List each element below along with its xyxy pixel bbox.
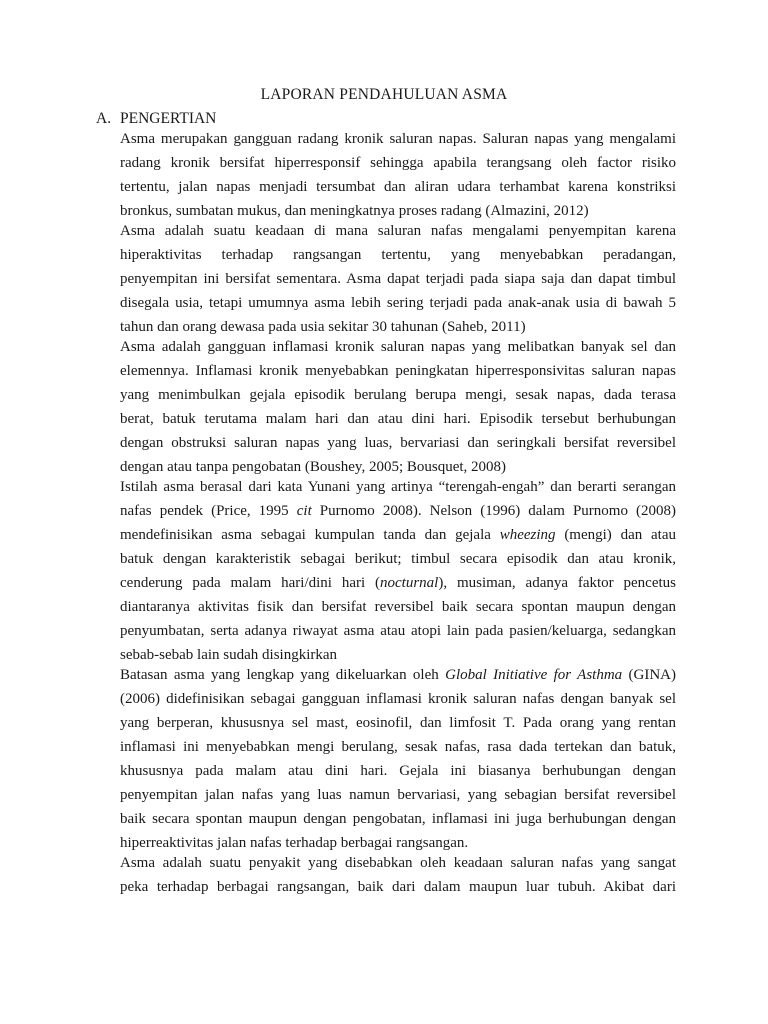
text-run: Purnomo 2008). Nelson (1996) dalam Purnomo (2008) [311,503,676,519]
paragraph-line: penyumbatan, serta adanya riwayat asma atau atopi lain pada pasien/keluarga, sedangkan [120,623,676,639]
italic-term-cit: cit [296,503,312,519]
paragraph-line: khususnya pada malam atau dini hari. Gejala ini biasanya berhubungan dengan [120,763,676,779]
text-run: nafas pendek (Price, 1995 [120,503,297,519]
paragraph-line: berat, batuk terutama malam hari dan atau dini hari. Episodik tersebut berhubungan [120,411,676,427]
paragraph-6 [120,851,676,899]
paragraph-line: elemennya. Inflamasi kronik menyebabkan peningkatan hiperresponsivitas saluran napas [120,363,676,379]
italic-term-gina: Global Initiative for Asthma [445,667,623,683]
paragraph-line: Asma adalah suatu penyakit yang disebabkan oleh keadaan saluran nafas yang sangat [120,855,676,871]
paragraph-line: diantaranya aktivitas fisik dan bersifat reversibel baik secara spontan maupun dengan [120,599,676,615]
paragraph-line: sebab-sebab lain sudah disingkirkan [120,647,338,663]
paragraph-line: inflamasi ini menyebabkan mengi berulang, sesak nafas, rasa dada tertekan dan batuk, [120,739,676,755]
text-run: Batasan asma yang lengkap yang dikeluarkan oleh [120,667,446,683]
italic-term-wheezing: wheezing [499,527,556,543]
text-run: cenderung pada malam hari/dini hari ( [120,575,380,591]
section-number: A. [96,110,112,127]
text-run: (GINA) [622,667,677,683]
paragraph-line: disegala usia, tetapi umumnya asma lebih sering terjadi pada anak-anak usia di bawah 5 [120,295,676,311]
document-title: LAPORAN PENDAHULUAN ASMA [260,86,508,103]
paragraph-line: radang kronik bersifat hiperresponsif sehingga apabila terangsang oleh factor risiko [120,155,676,171]
paragraph-line: yang berperan, khususnya sel mast, eosinofil, dan limfosit T. Pada orang yang rentan [120,715,676,731]
paragraph-line: baik secara spontan maupun dengan pengobatan, inflamasi ini juga berhubungan dengan [120,811,676,827]
paragraph-line: dengan obstruksi saluran napas yang luas, bervariasi dan seringkali bersifat reversibel [120,435,676,451]
paragraph-line: batuk dengan karakteristik sebagai berikut; timbul secara episodik dan atau kronik, [120,551,676,567]
paragraph-line [120,663,676,687]
paragraph-line: Asma merupakan gangguan radang kronik saluran napas. Saluran napas yang mengalami [120,131,676,147]
italic-term-nocturnal: nocturnal [380,575,439,591]
paragraph-line: tertentu, jalan napas menjadi tersumbat dan aliran udara terhambat karena konstriksi [120,179,676,195]
paragraph-3 [120,335,676,475]
section-heading-text: PENGERTIAN [120,110,217,127]
section-heading [96,110,216,128]
paragraph-5 [120,663,676,851]
paragraph-line: hiperaktivitas terhadap rangsangan tertentu, yang menyebabkan peradangan, [120,247,676,263]
paragraph-line [120,571,676,595]
paragraph-line: Asma adalah gangguan inflamasi kronik saluran napas yang melibatkan banyak sel dan [120,339,676,355]
paragraph-line: bronkus, sumbatan mukus, dan meningkatnya proses radang (Almazini, 2012) [120,203,589,219]
paragraph-line: dengan atau tanpa pengobatan (Boushey, 2005; Bousquet, 2008) [120,459,507,475]
paragraph-2 [120,219,676,335]
paragraph-line [120,523,676,547]
paragraph-line: penyempitan jalan nafas yang luas namun bervariasi, yang sebagian bersifat reversibel [120,787,676,803]
paragraph-line: peka terhadap berbagai rangsangan, baik dari dalam maupun luar tubuh. Akibat dari [120,879,676,895]
text-run: (mengi) dan atau [555,527,677,543]
paragraph-line: (2006) didefinisikan sebagai gangguan inflamasi kronik saluran nafas dengan banyak sel [120,691,676,707]
paragraph-line: tahun dan orang dewasa pada usia sekitar 30 tahunan (Saheb, 2011) [120,319,526,335]
paragraph-line: Asma adalah suatu keadaan di mana saluran nafas mengalami penyempitan karena [120,223,676,239]
paragraph-4 [120,475,676,663]
paragraph-line: Istilah asma berasal dari kata Yunani yang artinya “terengah-engah” dan berarti serangan [120,479,676,495]
text-run: ), musiman, adanya faktor pencetus [438,575,676,591]
document-body [120,127,676,899]
paragraph-line: yang menimbulkan gejala episodik berulang berupa mengi, sesak napas, dada terasa [120,387,676,403]
paragraph-line [120,499,676,523]
paragraph-line: hiperreaktivitas jalan nafas terhadap berbagai rangsangan. [120,835,469,851]
paragraph-line: penyempitan ini bersifat sementara. Asma dapat terjadi pada siapa saja dan dapat timbul [120,271,676,287]
text-run: mendefinisikan asma sebagai kumpulan tanda dan gejala [120,527,500,543]
paragraph-1 [120,127,676,219]
